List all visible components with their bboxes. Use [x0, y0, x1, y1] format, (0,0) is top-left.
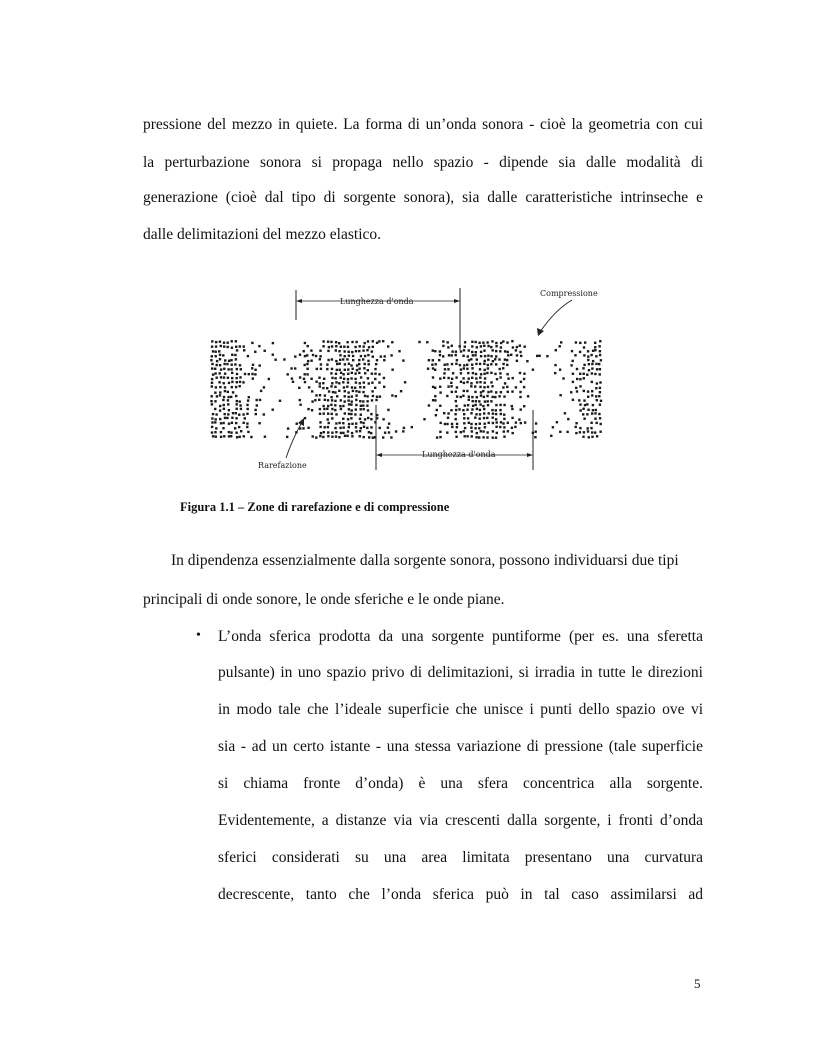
bullet-icon: •	[196, 628, 201, 643]
arrow-head-left-icon	[376, 453, 382, 457]
bullet-line-4: sia - ad un certo istante - una stessa variazione di pressione (tale superficie	[218, 738, 703, 755]
arrow-head-right-icon	[527, 453, 533, 457]
bullet-line-3: in modo tale che l’ideale superficie che unisce i punti dello spazio ove vi	[218, 701, 703, 718]
compression-arrow-icon	[537, 328, 544, 336]
arrow-head-left-icon	[296, 299, 302, 303]
bullet-line-5: si chiama fronte d’onda) è una sfera concentrica alla sorgente.	[218, 775, 703, 792]
paragraph1-line-3: generazione (cioè dal tipo di sorgente sonora), sia dalle caratteristiche intrinseche e	[143, 189, 703, 206]
compression-pointer	[540, 300, 572, 332]
figure-caption: Figura 1.1 – Zone di rarefazione e di compressione	[180, 500, 450, 514]
rarefaction-arrow-icon	[298, 418, 304, 426]
bullet-line-7: sferici considerati su una area limitata presentano una curvatura	[218, 849, 703, 866]
paragraph1-line-4: dalle delimitazioni del mezzo elastico.	[143, 226, 382, 243]
page-number: 5	[694, 976, 701, 991]
arrow-head-right-icon	[454, 299, 460, 303]
paragraph2-line-2: principali di onde sonore, le onde sferiche e le onde piane.	[143, 591, 505, 608]
bullet-line-6: Evidentemente, a distanze via via crescenti dalla sorgente, i fronti d’onda	[218, 812, 703, 829]
label-compression: Compressione	[540, 289, 598, 298]
paragraph1-line-2: la perturbazione sonora si propaga nello spazio - dipende sia dalle modalità di	[143, 154, 703, 171]
label-wavelength-top: Lunghezza d'onda	[340, 297, 414, 306]
wave-figure	[200, 280, 610, 480]
bullet-line-2: pulsante) in uno spazio privo di delimitazioni, si irradia in tutte le direzioni	[218, 664, 703, 681]
bullet-line-1: L’onda sferica prodotta da una sorgente puntiforme (per es. una sferetta	[218, 628, 703, 645]
paragraph1-line-1: pressione del mezzo in quiete. La forma di un’onda sonora - cioè la geometria con cui	[143, 116, 703, 133]
label-wavelength-bottom: Lunghezza d'onda	[422, 450, 496, 459]
particle-dots	[210, 340, 602, 439]
paragraph2-line-1: In dipendenza essenzialmente dalla sorgente sonora, possono individuarsi due tipi	[171, 552, 679, 569]
bullet-line-8: decrescente, tanto che l’onda sferica può in tal caso assimilarsi ad	[218, 886, 703, 903]
label-rarefaction: Rarefazione	[258, 461, 307, 470]
